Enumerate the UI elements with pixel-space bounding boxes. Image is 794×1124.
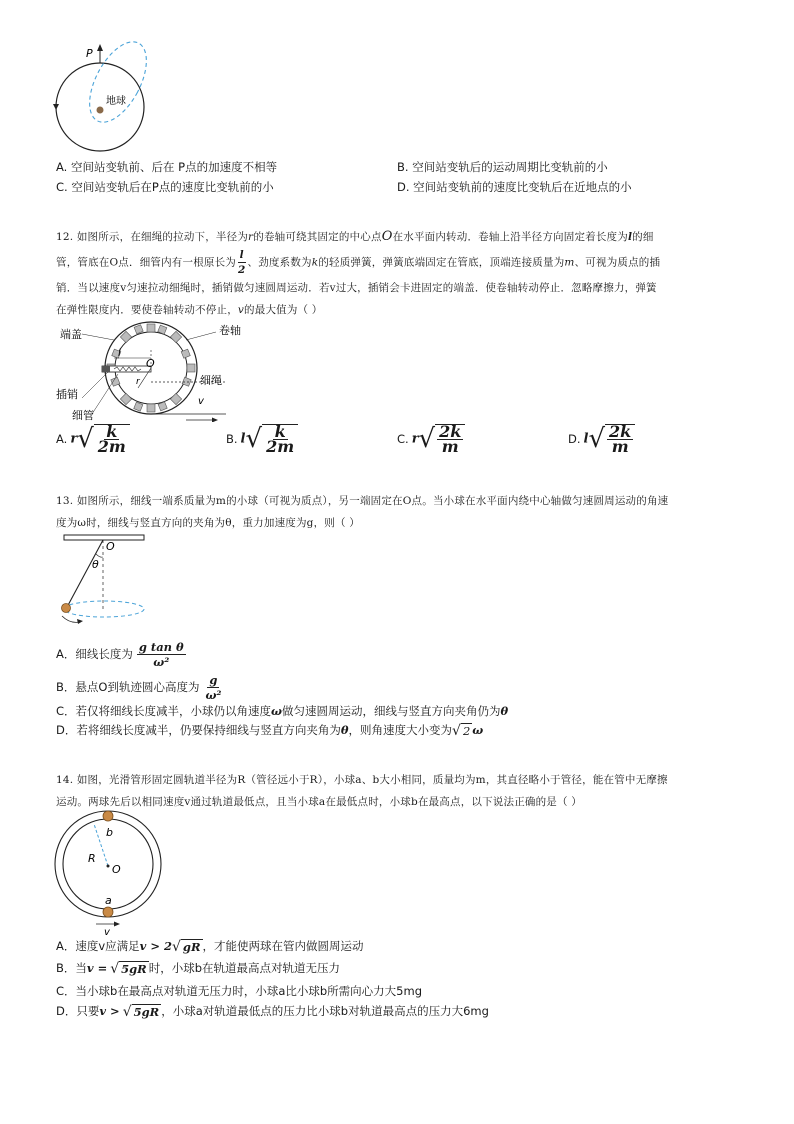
- ball-b: [103, 811, 113, 821]
- option-coefficient: r: [411, 431, 419, 447]
- option-letter: C.: [397, 432, 409, 446]
- q11-option-b[interactable]: B. 空间站变轨后的运动周期比变轨前的小: [397, 160, 608, 174]
- svg-text:l: l: [118, 348, 121, 359]
- earth-dot: [97, 107, 104, 114]
- orbit-ellipse: [64, 601, 144, 617]
- sqrt-sign: √ $\frac{k}{2m}$: [77, 424, 130, 454]
- option-letter: B.: [226, 432, 238, 446]
- q13-line2: 度为ω时，细线与竖直方向的夹角为θ，重力加速度为g，则（ ）: [56, 517, 360, 529]
- svg-text:b: b: [106, 826, 113, 839]
- svg-text:O: O: [146, 357, 155, 370]
- earth-label: 地球: [106, 96, 126, 107]
- q11-option-d[interactable]: D. 空间站变轨前的速度比变轨后在近地点的小: [397, 180, 632, 194]
- q12-line1: 12. 如图所示，在细绳的拉动下，半径为r的卷轴可绕其固定的中心点O在水平面内转动．卷轴上沿半径方向固定着长度为l的细: [56, 229, 654, 244]
- q12-option-c[interactable]: [397, 424, 465, 454]
- q12-figure: [56, 320, 246, 422]
- svg-text:v: v: [104, 927, 110, 936]
- q13-option-b[interactable]: B．悬点O到轨迹圆心高度为 $\frac{g}{\text{ω²}}$: [56, 673, 222, 702]
- sqrt-sign: √ $\frac{2k}{m}$: [419, 424, 466, 454]
- svg-text:r: r: [136, 377, 140, 387]
- q14-option-c[interactable]: C．当小球b在最高点对轨道无压力时，小球a比小球b所需向心力大5mg: [56, 984, 422, 998]
- q11-figure: [48, 40, 158, 152]
- q12-line4: 在弹性限度内．要使卷轴转动不停止，v的最大值为（ ）: [56, 304, 323, 316]
- q14-option-a[interactable]: A．速度v应满足v > 2 √ gR ，才能使两球在管内做圆周运动: [56, 938, 364, 955]
- q14-line1: 14. 如图，光滑管形固定圆轨道半径为R（管径远小于R），小球a、b大小相同，质量均为m，其直径略小于管径，能在管中无摩擦: [56, 774, 668, 786]
- q13-option-d[interactable]: D．若将细线长度减半，仍要保持细线与竖直方向夹角为θ，则角速度大小变为 √ 2 ω: [56, 722, 484, 739]
- q13-stem: [56, 490, 746, 534]
- sqrt-sign: √ $\frac{k}{2m}$: [246, 424, 299, 454]
- option-fraction: $\frac{k}{2m}$: [97, 422, 126, 456]
- q13-line1: 13. 如图所示，细线一端系质量为m的小球（可视为质点），另一端固定在O点。当小球在水平面内绕中心轴做匀速圆周运动的角速: [56, 495, 669, 507]
- q11-option-c[interactable]: C. 空间站变轨后在P点的速度比变轨前的小: [56, 180, 274, 194]
- option-fraction: $\frac{2k}{m}$: [609, 422, 632, 456]
- option-fraction: $\frac{k}{2m}$: [266, 422, 295, 456]
- option-fraction: $\frac{2k}{m}$: [439, 422, 462, 456]
- svg-text:θ: θ: [92, 558, 99, 571]
- q13-option-a[interactable]: A．细线长度为 $\frac{\text{g tan θ}}{\text{ω²}}$: [56, 640, 184, 669]
- q12-options: [56, 424, 756, 464]
- q13-option-c[interactable]: C．若仅将细线长度减半，小球仍以角速度ω做匀速圆周运动，细线与竖直方向夹角仍为θ: [56, 704, 509, 718]
- svg-text:O: O: [106, 540, 115, 553]
- option-letter: A.: [56, 432, 68, 446]
- tube-label: 细管: [72, 409, 94, 422]
- q14-option-d[interactable]: D．只要v > √ 5gR ，小球a对轨道最低点的压力比小球b对轨道最高点的压力大6mg: [56, 1003, 489, 1020]
- svg-text:v: v: [198, 396, 204, 407]
- q12-option-a[interactable]: [56, 424, 130, 454]
- ball: [62, 604, 71, 613]
- q14-line2: 运动。两球先后以相同速度v通过轨道最低点，且当小球a在最低点时，小球b在最高点，以下说法正确的是（ ）: [56, 796, 582, 808]
- string-line: [66, 540, 103, 609]
- half-l-fraction: $\frac{l}{2}$: [238, 249, 246, 276]
- option-letter: D.: [568, 432, 581, 446]
- q12-stem: [56, 226, 746, 321]
- q12-line3: 销．当以速度v匀速拉动细绳时，插销做匀速圆周运动．若v过大，插销会卡进固定的端盖．使卷轴转动停止．忽略摩擦力，弹簧: [56, 282, 657, 294]
- q14-figure: [52, 808, 168, 936]
- option-coefficient: r: [70, 431, 78, 447]
- q14-stem: [56, 769, 746, 813]
- q12-option-b[interactable]: [226, 424, 298, 454]
- q12-option-d[interactable]: [568, 424, 635, 454]
- pin-label: 插销: [56, 388, 78, 401]
- sqrt-sign: √ $\frac{2k}{m}$: [588, 424, 635, 454]
- option-coefficient: l: [583, 431, 589, 447]
- svg-text:a: a: [105, 894, 112, 907]
- svg-text:O: O: [112, 863, 121, 876]
- q14-option-b[interactable]: B．当v = √ 5gR 时，小球b在轨道最高点对轨道无压力: [56, 960, 341, 977]
- svg-text:R: R: [88, 852, 96, 865]
- q12-line2: 管，管底在O点．细管内有一根原长为 $\frac{l}{2}$ 、劲度系数为k的轻质弹簧，弹簧底端固定在管底，顶端连接质量为m、可视为质点的插: [56, 249, 661, 276]
- rope-label: 细绳: [200, 374, 222, 387]
- sqrt-2: √ 2: [452, 722, 471, 739]
- endcap-label: 端盖: [60, 328, 82, 341]
- p-label: P: [86, 47, 93, 60]
- option-coefficient: l: [240, 431, 246, 447]
- q11-option-a[interactable]: A. 空间站变轨前、后在 P点的加速度不相等: [56, 160, 278, 174]
- reel-label: 卷轴: [219, 324, 241, 337]
- ball-a: [103, 907, 113, 917]
- ceiling-bar: [64, 535, 144, 540]
- q13-figure: [56, 532, 156, 628]
